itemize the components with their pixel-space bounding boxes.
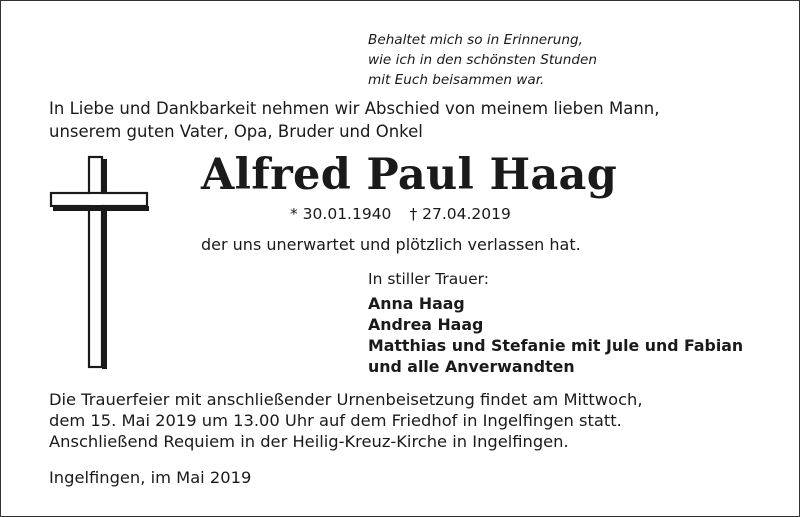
birth-date: * 30.01.1940 [290,205,392,223]
service-info [49,389,643,452]
mourner-name: und alle Anverwandten [368,357,575,376]
mourner-name: Matthias und Stefanie mit Jule und Fabian [368,336,744,355]
intro-line: unserem guten Vater, Opa, Bruder und Onkel [49,122,423,141]
mourners-list [368,293,743,377]
departure-phrase: der uns unerwartet und plötzlich verlassen hat. [201,235,581,254]
intro-line: In Liebe und Dankbarkeit nehmen wir Abschied von meinem lieben Mann, [49,99,660,118]
service-line: Die Trauerfeier mit anschließender Urnenbeisetzung findet am Mittwoch, [49,390,643,409]
service-line: dem 15. Mai 2019 um 13.00 Uhr auf dem Friedhof in Ingelfingen statt. [49,411,622,430]
death-date: † 27.04.2019 [409,205,511,223]
mourner-name: Anna Haag [368,294,465,313]
place-and-date: Ingelfingen, im Mai 2019 [49,468,252,487]
motto-quote [368,30,597,90]
motto-line: mit Euch beisammen war. [368,72,545,88]
mourning-heading: In stiller Trauer: [368,270,489,288]
motto-line: Behaltet mich so in Erinnerung, [368,32,583,48]
life-dates [290,203,511,225]
deceased-name: Alfred Paul Haag [201,150,618,200]
motto-line: wie ich in den schönsten Stunden [368,52,598,68]
intro-text [49,97,660,143]
mourner-name: Andrea Haag [368,315,484,334]
cross-icon [49,155,153,369]
service-line: Anschließend Requiem in der Heilig-Kreuz-Kirche in Ingelfingen. [49,432,569,451]
